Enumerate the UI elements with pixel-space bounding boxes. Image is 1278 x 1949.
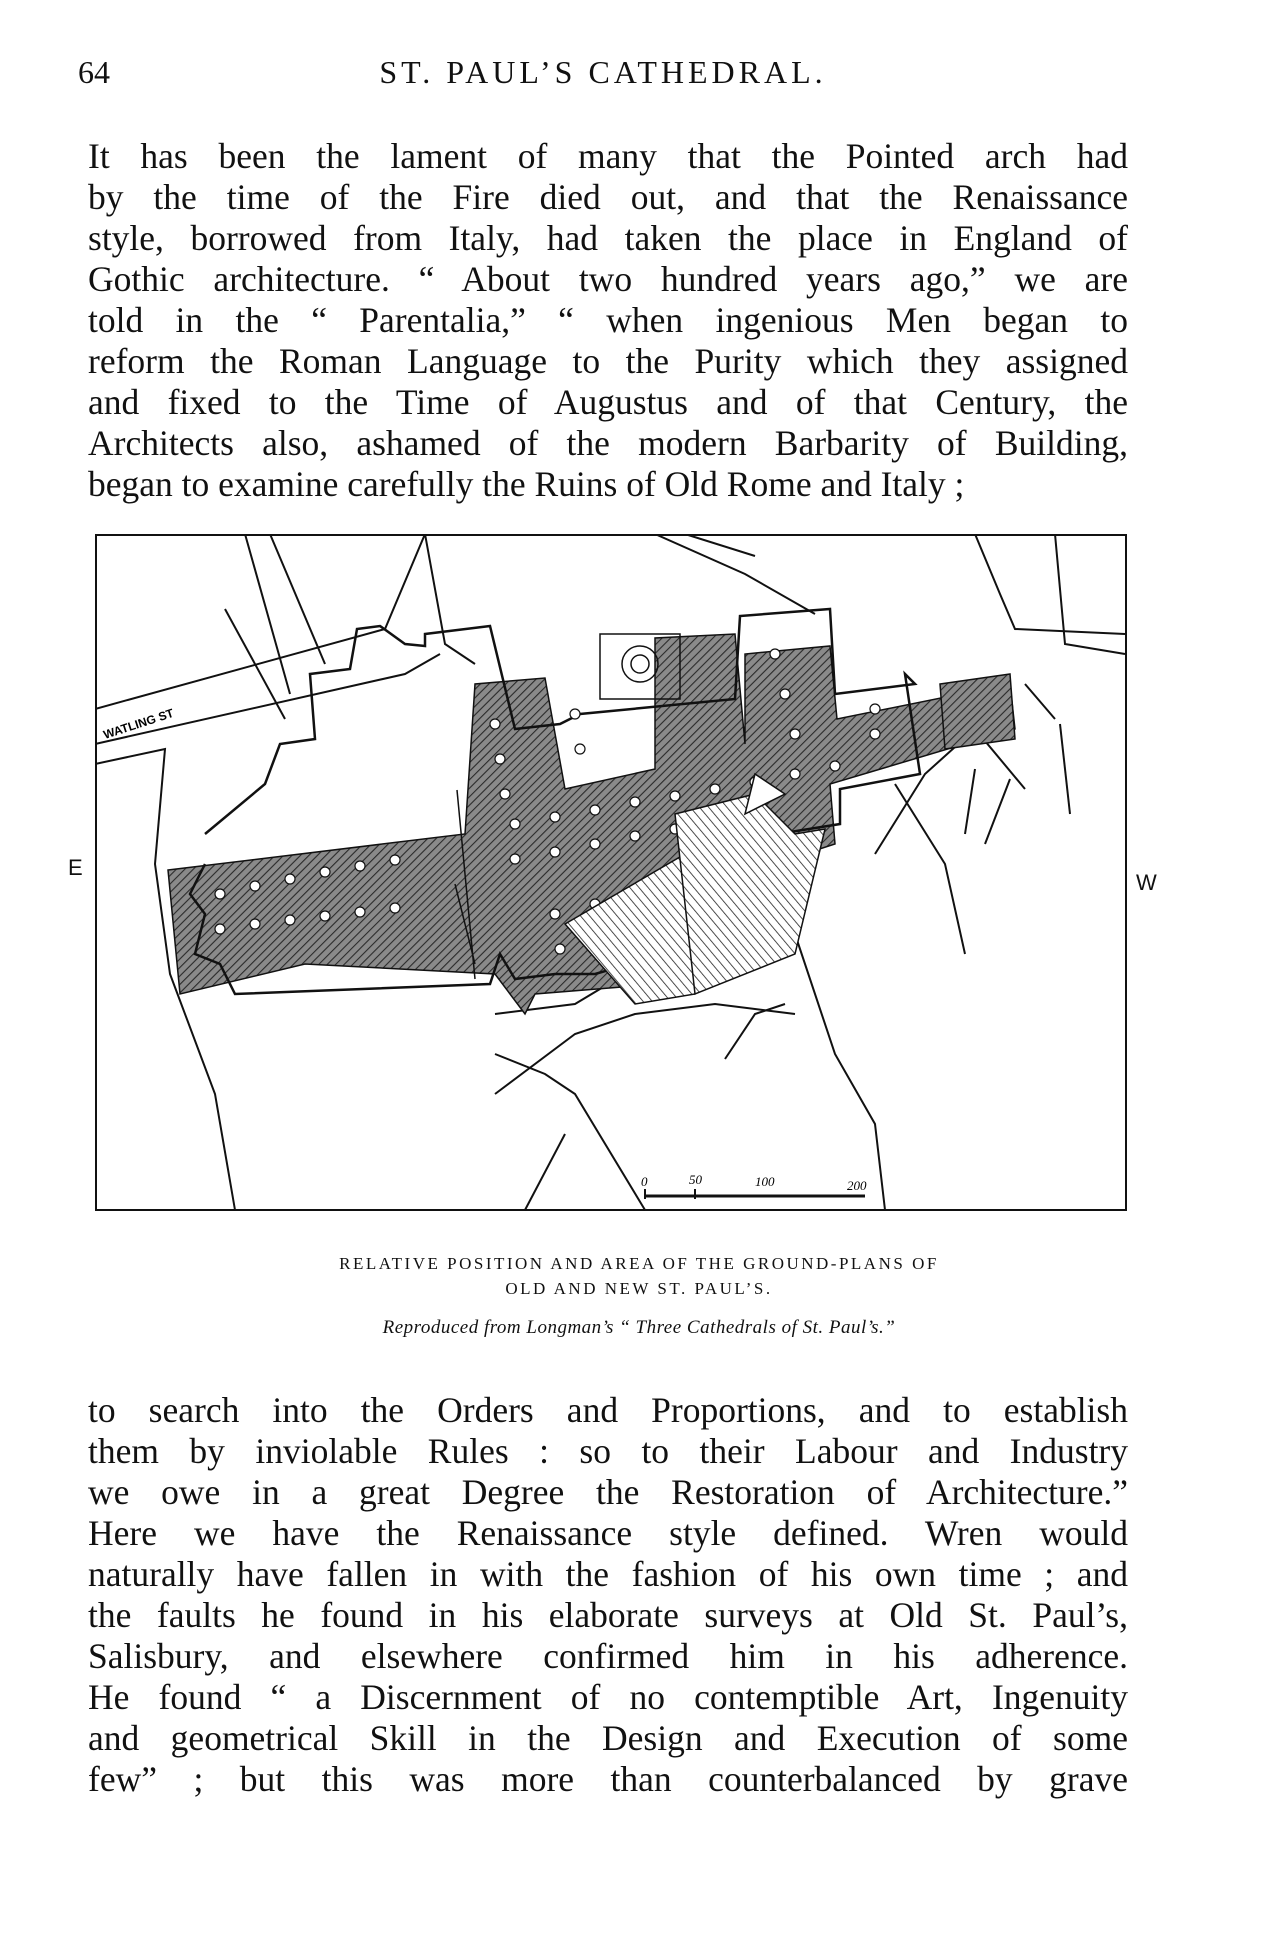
text-line: began to examine carefully the Ruins of Old Rome and Italy ; (88, 464, 965, 504)
caption-line: RELATIVE POSITION AND AREA OF THE GROUND-PLANS OF (339, 1254, 939, 1273)
running-title: ST. PAUL’S CATHEDRAL. (379, 54, 827, 90)
text-line: style, borrowed from Italy, had taken the place in England of (88, 218, 1128, 258)
compass-east-label: E (68, 855, 83, 880)
ground-plan-drawing (95, 534, 1130, 1214)
text-line: Gothic architecture. “ About two hundred years ago,” we are (88, 259, 1128, 299)
text-line: told in the “ Parentalia,” “ when ingenious Men began to (88, 300, 1128, 340)
caption-line: OLD AND NEW ST. PAUL’S. (505, 1279, 773, 1298)
caption-credit: Reproduced from Longman’s “ Three Cathedrals of St. Paul’s.” (382, 1317, 896, 1338)
text-line: He found “ a Discernment of no contemptible Art, Ingenuity (88, 1677, 1128, 1717)
paragraph-2 (88, 1390, 1128, 1800)
text-line: Salisbury, and elsewhere confirmed him in his adherence. (88, 1636, 1128, 1676)
scale-label: 50 (689, 1172, 702, 1187)
paragraph-1 (88, 136, 1128, 505)
text-line: by the time of the Fire died out, and that the Renaissance (88, 177, 1128, 217)
text-line: few” ; but this was more than counterbalanced by grave (88, 1759, 1128, 1799)
compass-west-label: W (1136, 870, 1157, 895)
page-number: 64 (78, 54, 110, 90)
text-line: Here we have the Renaissance style defined. Wren would (88, 1513, 1128, 1553)
text-line: the faults he found in his elaborate surveys at Old St. Paul’s, (88, 1595, 1128, 1635)
text-line: reform the Roman Language to the Purity which they assigned (88, 341, 1128, 381)
text-line: and fixed to the Time of Augustus and of that Century, the (88, 382, 1128, 422)
text-line: them by inviolable Rules : so to their Labour and Industry (88, 1431, 1128, 1471)
street-label: WATLING ST (101, 705, 176, 742)
scale-label: 100 (755, 1174, 775, 1189)
ground-plan-figure (95, 534, 1130, 1214)
text-line: It has been the lament of many that the Pointed arch had (88, 136, 1128, 176)
text-line: to search into the Orders and Proportions, and to establish (88, 1390, 1128, 1430)
old-st-pauls-plan (168, 634, 1015, 1014)
text-line: Architects also, ashamed of the modern Barbarity of Building, (88, 423, 1128, 463)
scale-label: 200 (847, 1178, 867, 1193)
scale-bar (641, 1172, 867, 1199)
scale-label: 0 (641, 1174, 648, 1189)
text-line: naturally have fallen in with the fashion of his own time ; and (88, 1554, 1128, 1594)
text-line: we owe in a great Degree the Restoration of Architecture.” (88, 1472, 1128, 1512)
text-line: and geometrical Skill in the Design and Execution of some (88, 1718, 1128, 1758)
page-header (78, 54, 1128, 104)
